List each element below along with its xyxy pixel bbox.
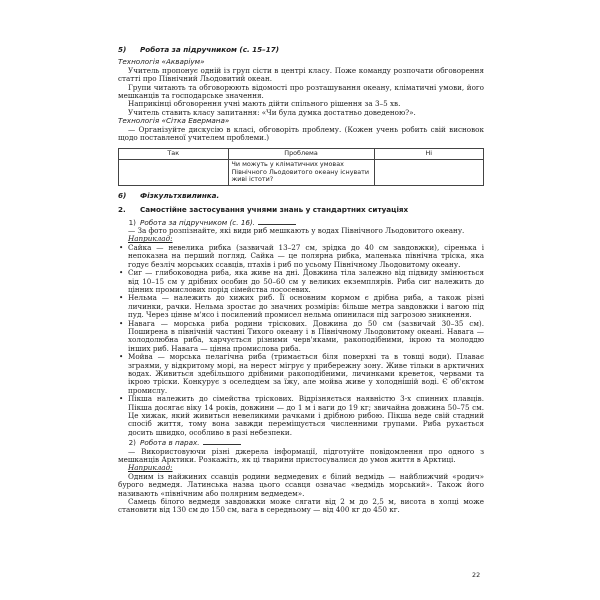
section-title: Фізкультхвилинка. bbox=[140, 190, 220, 200]
page-number: 22 bbox=[472, 571, 481, 579]
table-row bbox=[119, 160, 484, 186]
section-title: Робота за підручником (с. 15–17) bbox=[140, 45, 280, 54]
task-text: — Використовуючи різні джерела інформації, підготуйте повідомлення про одного з мешканців Арктики. Розкажіть, як ці тварини пристосувалися до умов життя в Арктиці. bbox=[118, 446, 484, 465]
section-number: 2. bbox=[118, 205, 126, 215]
list-item: • Навага — морська риба родини тріскових. Довжина до 50 см (зазвичай 30–35 см). Поширена в північній частині Тихого океану і в Північному Льодовитому океані. Навага — холодолюбна риба, харчується різними черв'яками, ракоподібними, ікрою та молоддю інших риб. Навага — цінна промислова риба. bbox=[118, 320, 484, 354]
subsection-title: Робота в парах. bbox=[140, 438, 200, 448]
paragraph: Учитель пропонує одній із груп сісти в центрі класу. Поже команду розпочати обговорення статті про Північний Льодовитий океан. bbox=[118, 65, 484, 84]
list-item: • Сайка — невелика рибка (зазвичай 13–27 см, зрідка до 40 см завдовжки), сіренька і непоказна на перший погляд. Сайка — це полярна рибка, маленька північна тріска, яка годує безліч морських ссавців, птахів і риб по усьому Північному Льодовитому океану. bbox=[118, 244, 484, 269]
section-heading-2 bbox=[118, 206, 484, 214]
paragraph: Групи читають та обговорюють відомості про розташування океану, кліматичні умови, його мешканців та господарське значення. bbox=[118, 82, 484, 101]
paragraph: Наприкінці обговорення учні мають дійти спільного рішення за 3–5 хв. bbox=[128, 99, 401, 109]
paragraph: Учитель ставить класу запитання: «Чи була думка достатньо доведеною?». bbox=[128, 107, 416, 117]
table-cell-yes bbox=[119, 160, 229, 186]
subsection-number: 1) bbox=[128, 217, 136, 227]
fish-list bbox=[118, 244, 484, 437]
heading-rule bbox=[203, 444, 241, 445]
list-item: • Сиг — глибоководна риба, яка живе на дні. Довжина тіла залежно від підвиду змінюється від 10–15 см у дрібних особин до 50–60 см у великих екземплярів. Риба сиг належить до цінних промислових порід сімейства лососевих. bbox=[118, 269, 484, 294]
table-header-no: Ні bbox=[374, 149, 484, 160]
task-text: — За фото розпізнайте, які види риб мешкають у водах Північного Льодовитого океану. bbox=[128, 226, 465, 236]
list-item: • Нельма — належить до хижих риб. Її основним кормом є дрібна риба, а також різні личинки, рачки. Нельма зростає до значних розмірів: більше метра завдовжки і вагою під пуд. Через цінне м'ясо і посилений промисел нельма опинилася під загрозою зникнення. bbox=[118, 294, 484, 319]
section-number: 6) bbox=[118, 190, 127, 200]
paragraph: Самець білого ведмедя завдовжки може сягати від 2 м до 2,5 м, висота в холці може становити від 130 см до 150 см, вага в середньому — від 400 кг до 450 кг. bbox=[118, 497, 484, 515]
paragraph: Одним із найжиних ссавців родини ведмедевих є білий ведмідь — найближчий «родич» бурого ведмедя. Латинська назва цього ссавця означає «ведмідь морський». Також його називають «північним або полярним ведмедем». bbox=[118, 471, 484, 498]
list-item: • Пікша належить до сімейства тріскових. Відрізняється наявністю 3-х спинних плавців. Пікша досягає віку 14 років, довжини — до 1 м і ваги до 19 кг; звичайна довжина 50–75 см. Це хижак, який живиться невеликими рачками і дрібною рибою. Пікша веде свій стадний спосіб життя, тому вона завжди переміщується численними групами. Риба рухається досить швидко, особливо в разі небезпеки. bbox=[118, 395, 484, 437]
table-header-problem: Проблема bbox=[228, 149, 374, 160]
table-header-yes: Так bbox=[119, 149, 229, 160]
heading-rule bbox=[258, 224, 296, 225]
table-header-row bbox=[119, 149, 484, 160]
everman-grid-table bbox=[118, 148, 484, 185]
section-heading-6 bbox=[118, 192, 484, 200]
example-label: Наприклад: bbox=[128, 234, 173, 244]
technology-label-everman: Технологія «Сітка Евермана» bbox=[118, 116, 230, 126]
table-cell-problem: Чи можуть у кліматичних умовах Північного Льодовитого океану існувати живі істоти? bbox=[228, 160, 374, 186]
paragraph: — Організуйте дискусію в класі, обговоріть проблему. (Кожен учень робить свій висновок щодо поставленої учителем проблеми.) bbox=[118, 124, 484, 143]
subsection-title: Робота за підручником (с. 16). bbox=[140, 217, 256, 227]
section-number: 5) bbox=[118, 45, 127, 54]
page-content bbox=[118, 46, 484, 515]
example-label: Наприклад: bbox=[128, 463, 173, 473]
technology-label-aquarium: Технологія «Акваріум» bbox=[118, 57, 205, 67]
subsection-number: 2) bbox=[128, 438, 136, 448]
table-cell-no bbox=[374, 160, 484, 186]
section-heading-5 bbox=[118, 46, 484, 54]
section-title: Самостійне застосування учнями знань у стандартних ситуаціях bbox=[140, 205, 409, 215]
list-item: • Мойва — морська пелагічна риба (тримається біля поверхні та в товщі води). Плаває зграями, у відкритому морі, на нерест мігрує у прибережну зону. Живе тільки в арктичних водах. Живиться здебільшого дрібними ракоподібними, личинками креветок, червами та ікрою тріски. Конкурує з оселедцем за їжу, але мойва живе у холоднішій воді. Є об'єктом промислу. bbox=[118, 353, 484, 395]
